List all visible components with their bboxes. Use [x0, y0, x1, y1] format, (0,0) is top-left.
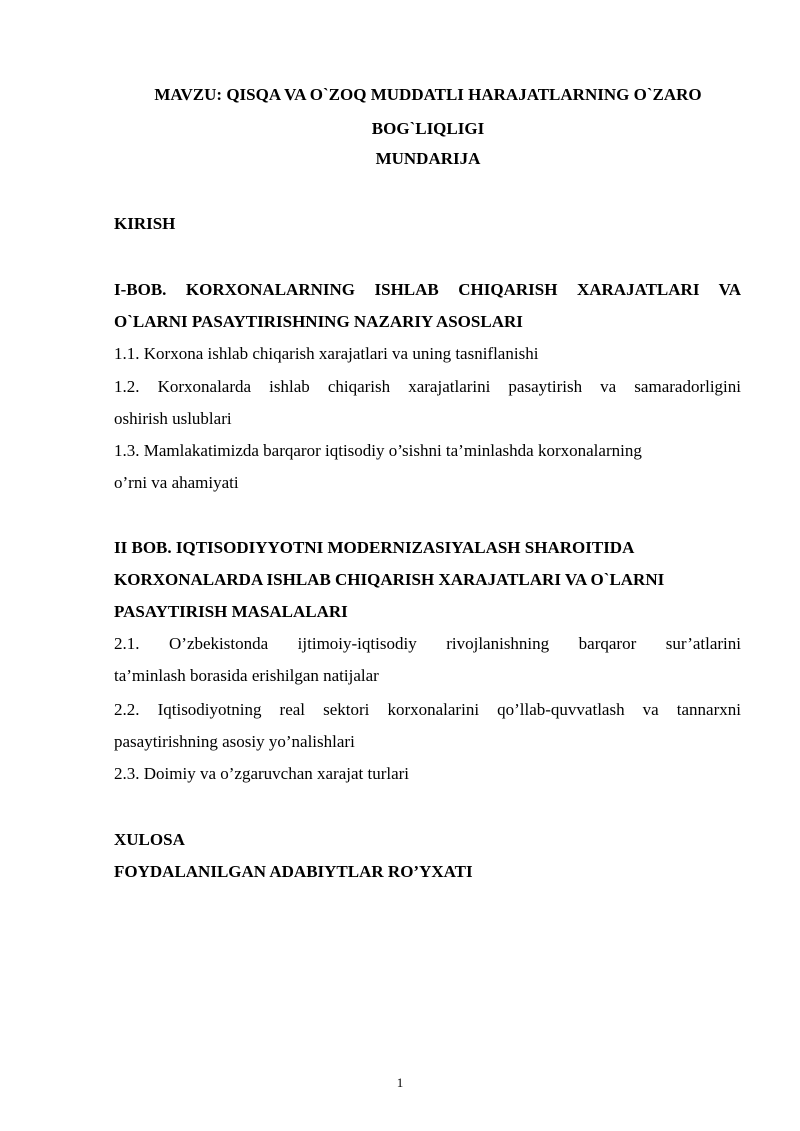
toc-section-2-1-line-1: 2.1. O’zbekistonda ijtimoiy-iqtisodiy rivojlanishning barqaror sur’atlarini: [114, 634, 741, 653]
toc-conclusion: XULOSA: [114, 830, 185, 849]
toc-section-1-3-line-2: o’rni va ahamiyati: [114, 473, 239, 492]
toc-references: FOYDALANILGAN ADABIYTLAR RO’YXATI: [114, 862, 473, 881]
chapter-1-heading-line-2: O`LARNI PASAYTIRISHNING NAZARIY ASOSLARI: [114, 312, 523, 331]
toc-section-2-1-line-2: ta’minlash borasida erishilgan natijalar: [114, 666, 379, 685]
document-title-line-2: BOG`LIQLIGI: [371, 119, 485, 138]
page-number: 1: [396, 1075, 404, 1090]
toc-section-1-2-line-1: 1.2. Korxonalarda ishlab chiqarish xarajatlarini pasaytirish va samaradorligini: [114, 377, 741, 396]
toc-section-1-2-line-2: oshirish uslublari: [114, 409, 232, 428]
chapter-1-heading-line-1: I-BOB. KORXONALARNING ISHLAB CHIQARISH XARAJATLARI VA: [114, 280, 741, 299]
chapter-2-heading-line-2: KORXONALARDA ISHLAB CHIQARISH XARAJATLARI VA O`LARNI: [114, 570, 665, 589]
chapter-2-heading-line-3: PASAYTIRISH MASALALARI: [114, 602, 348, 621]
contents-heading: MUNDARIJA: [375, 149, 481, 168]
toc-section-1-3-line-1: 1.3. Mamlakatimizda barqaror iqtisodiy o’sishni ta’minlashda korxonalarning: [114, 441, 642, 460]
chapter-2-heading-line-1: II BOB. IQTISODIYYOTNI MODERNIZASIYALASH SHAROITIDA: [114, 538, 635, 557]
toc-section-2-2-line-1: 2.2. Iqtisodiyotning real sektori korxonalarini qo’llab-quvvatlash va tannarxni: [114, 700, 741, 719]
toc-section-2-3: 2.3. Doimiy va o’zgaruvchan xarajat turlari: [114, 764, 410, 783]
toc-intro: KIRISH: [114, 214, 176, 233]
document-title-line-1: MAVZU: QISQA VA O`ZOQ MUDDATLI HARAJATLARNING O`ZARO: [154, 85, 702, 104]
toc-section-1-1: 1.1. Korxona ishlab chiqarish xarajatlari va uning tasniflanishi: [114, 344, 539, 363]
toc-section-2-2-line-2: pasaytirishning asosiy yo’nalishlari: [114, 732, 355, 751]
